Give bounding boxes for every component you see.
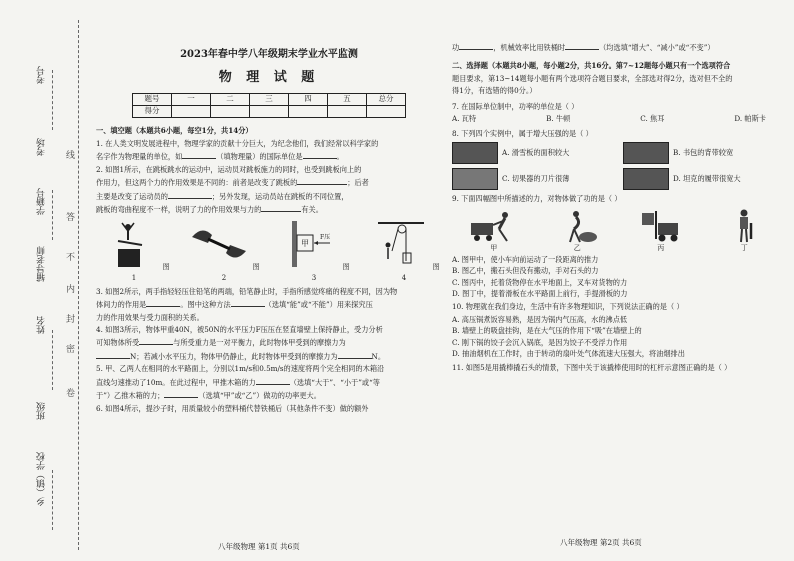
seal-char: 封 xyxy=(66,315,76,325)
figure-2 xyxy=(186,221,262,282)
section2-text: 得1分，有选错的得0分。） xyxy=(452,86,537,96)
q-text: 体间力的作用是 xyxy=(96,300,147,310)
option-d[interactable] xyxy=(623,168,786,190)
answer-blank[interactable] xyxy=(231,299,265,307)
answer-blank[interactable] xyxy=(261,204,301,212)
score-cell: 得分 xyxy=(133,106,172,118)
push-cart-illustration xyxy=(469,209,519,243)
q7-options xyxy=(452,114,786,124)
q-text: 直线匀速推动了10m。在此过程中，甲推木箱的力 xyxy=(96,377,256,387)
figure-row xyxy=(96,221,442,282)
figure-caption: 图 2 xyxy=(221,263,260,282)
option-b[interactable]: B. 墙壁上的吸盘挂钩，是在大气压的作用下“吸”在墙壁上的 xyxy=(452,326,642,336)
page-footer-left: 八年级物理 第1页 共6页 xyxy=(218,542,300,551)
field-line xyxy=(52,330,53,390)
figure-bing xyxy=(632,209,690,253)
exam-title: 2023年春中学八年级期末学业水平监测 xyxy=(180,49,358,60)
answer-blank[interactable] xyxy=(303,151,337,159)
score-input-cell[interactable] xyxy=(172,106,211,118)
figure-caption: 图 4 xyxy=(401,263,440,282)
option-a[interactable]: A. 高压锅煮饭容易熟，是因为锅内气压高，水的沸点低 xyxy=(452,314,628,324)
q-text: （均选填“增大”、“减小”或“不变”） xyxy=(599,43,715,52)
q9-figures xyxy=(452,209,786,253)
answer-blank[interactable] xyxy=(565,42,599,50)
right-column xyxy=(452,36,786,551)
left-column xyxy=(96,36,442,551)
score-cell: 总分 xyxy=(367,94,406,106)
fig3-label: 甲 xyxy=(301,239,310,249)
block-wall-illustration xyxy=(278,221,340,267)
score-input-cell[interactable] xyxy=(289,106,328,118)
figure-1 xyxy=(96,221,172,282)
q-text: 于”）乙推木箱的力； xyxy=(96,391,165,401)
option-c[interactable]: C. 图丙中，托着货物停在水平地面上，叉车对货物的力 xyxy=(452,277,628,287)
option-b[interactable]: B. 牛顿 xyxy=(546,114,571,124)
section2-text: 题目要求，第13~14题每小题有两个选项符合题目要求，全部选对得2分，选对但不全的 xyxy=(452,73,733,83)
figure-caption: 甲 xyxy=(490,243,498,252)
q-text: 4. 如图3所示，物体甲重40N，被50N的水平压力F压压在竖直墙壁上保持静止，受力分析 xyxy=(96,325,383,334)
seal-char: 内 xyxy=(66,285,76,295)
figure-caption: 丙 xyxy=(657,243,665,252)
seal-char: 卷 xyxy=(66,389,76,399)
option-label: D. 坦克的履带很宽大 xyxy=(673,173,741,183)
q-text: ；另外发现，运动员站在跳板的不同位置， xyxy=(211,191,349,201)
q-text: N。 xyxy=(371,351,386,361)
option-a[interactable] xyxy=(452,142,615,164)
seal-char: 密 xyxy=(66,345,76,355)
score-table-header xyxy=(133,94,406,106)
question-6-cont xyxy=(452,42,786,53)
score-input-cell[interactable] xyxy=(211,106,250,118)
seal-char: 答 xyxy=(66,213,76,223)
question-2 xyxy=(96,165,442,216)
q-text: ；后者 xyxy=(347,178,369,188)
fig3-force-label: F压 xyxy=(320,234,331,242)
score-cell: 三 xyxy=(250,94,289,106)
option-label: A. 滑雪板的面积较大 xyxy=(502,147,570,157)
option-a[interactable]: A. 图甲中，使小车向前运动了一段距离的推力 xyxy=(452,254,599,264)
pulley-illustration xyxy=(368,221,430,267)
q-text: N；若减小水平压力，物体甲仍静止，此时物体甲受到的摩擦力为 xyxy=(130,351,338,361)
field-line xyxy=(52,470,53,530)
question-7: 7. 在国际单位制中，功率的单位是（ ） xyxy=(452,101,579,111)
figure-ding xyxy=(715,209,773,253)
answer-blank[interactable] xyxy=(96,351,130,359)
q-text: ，机械效率比用铁桶时 xyxy=(493,43,566,52)
q-text: （填物理量）的国际单位是 xyxy=(216,152,303,162)
field-line xyxy=(52,190,53,240)
field-tutor: 辅导老师 xyxy=(37,246,47,282)
q-text: （选填“大于”、“小于”或“等 xyxy=(289,377,380,387)
answer-blank[interactable] xyxy=(146,299,180,307)
ski-photo xyxy=(452,142,498,164)
field-school: 乡（镇）学校 xyxy=(37,452,47,506)
section1-heading: 一、填空题（本题共6小题，每空1分，共14分） xyxy=(96,126,253,136)
q-text: 功 xyxy=(452,43,460,52)
option-a[interactable]: A. 瓦特 xyxy=(452,114,477,124)
score-cell: 四 xyxy=(289,94,328,106)
field-student-id: 学籍号 xyxy=(37,188,47,215)
page-footer-right: 八年级物理 第2页 共6页 xyxy=(560,538,642,547)
option-c[interactable] xyxy=(452,168,615,190)
figure-4 xyxy=(366,221,442,282)
forklift-illustration xyxy=(636,209,686,243)
pencil-fingers-illustration xyxy=(188,221,250,267)
score-cell: 一 xyxy=(172,94,211,106)
q-text: 力的作用效果与受力面积的关系。 xyxy=(96,312,204,322)
q-text: 。 xyxy=(336,152,344,162)
q-text: 跳板的弯曲程度不一样，说明了力的作用效果与力的 xyxy=(96,204,262,214)
answer-blank[interactable] xyxy=(338,351,372,359)
diver-illustration xyxy=(98,221,160,267)
score-cell: 题号 xyxy=(133,94,172,106)
q-text: 1. 在人类文明发展进程中，物理学家的贡献十分巨大，为纪念他们，我们经常以科学家的 xyxy=(96,138,379,148)
answer-blank[interactable] xyxy=(459,42,493,50)
score-input-cell[interactable] xyxy=(328,106,367,118)
question-1 xyxy=(96,139,442,163)
field-class: 班级 xyxy=(37,402,47,420)
q-text: 作用力，但这两个力的作用效果是不同的：前者是改变了跳板的 xyxy=(96,178,298,188)
figure-caption: 图 1 xyxy=(131,263,170,282)
q-text: （选填“甲”或“乙”）做功的功率更大。 xyxy=(198,391,321,401)
question-11: 11. 如图5是用撬棒撬石头的情景，下图中关于该撬棒使用时的杠杆示意图正确的是（ ） xyxy=(452,362,732,372)
figure-3 xyxy=(276,221,352,282)
question-5 xyxy=(96,364,442,401)
figure-caption: 图 3 xyxy=(311,263,350,282)
option-d[interactable]: D. 帕斯卡 xyxy=(734,114,766,124)
q-text: 3. 如图2所示，两手指轻轻压住铅笔的两端，铅笔静止时，手指所感觉疼痛的程度不同，因为物 xyxy=(96,286,398,296)
score-cell: 二 xyxy=(211,94,250,106)
seal-line xyxy=(78,20,79,550)
score-table-row xyxy=(133,106,406,118)
q-text: 。图中这种方法 xyxy=(180,300,231,310)
q-text: 5. 甲、乙两人在相同的水平路面上，分别以1m/s和0.5m/s的速度将两个完全相同的木箱沿 xyxy=(96,364,385,374)
question-6 xyxy=(96,404,442,414)
subject-title: 物 理 试 题 xyxy=(218,69,320,85)
field-exam-number: 考号 xyxy=(37,66,47,84)
figure-caption: 乙 xyxy=(573,243,581,252)
option-d[interactable]: D. 图丁中，提着滑板在水平路面上前行，手提滑板的力 xyxy=(452,288,628,298)
q-text: （选填“能”或“不能”）用来探究压 xyxy=(264,300,373,310)
option-label: C. 切果器的刀片很薄 xyxy=(502,173,570,183)
score-input-cell[interactable] xyxy=(250,106,289,118)
answer-blank[interactable] xyxy=(139,337,173,345)
tank-photo xyxy=(623,168,669,190)
seal-char: 线 xyxy=(66,151,76,161)
question-9: 9. 下面四幅图中所描述的力，对物体做了功的是（ ） xyxy=(452,194,622,204)
figure-yi xyxy=(548,209,606,253)
question-4 xyxy=(96,325,442,362)
option-b[interactable] xyxy=(623,142,786,164)
score-input-cell[interactable] xyxy=(367,106,406,118)
figure-caption: 丁 xyxy=(740,243,748,252)
question-8: 8. 下列四个实例中，属于增大压强的是（ ） xyxy=(452,128,593,138)
option-c[interactable]: C. 焦耳 xyxy=(640,114,665,124)
answer-blank[interactable] xyxy=(164,390,198,398)
answer-blank[interactable] xyxy=(168,191,212,199)
answer-blank[interactable] xyxy=(256,377,290,385)
answer-blank[interactable] xyxy=(182,151,216,159)
lift-stone-illustration xyxy=(552,209,602,243)
score-table xyxy=(132,93,406,118)
seal-char: 不 xyxy=(66,253,76,263)
skateboard-carry-illustration xyxy=(719,209,769,243)
q-text: 有关。 xyxy=(301,204,323,214)
field-exam-room: 考场 xyxy=(37,138,47,156)
field-name: 姓名 xyxy=(37,316,47,334)
q8-options xyxy=(452,142,786,190)
option-b[interactable]: B. 图乙中，搬石头但没有搬动，手对石头的力 xyxy=(452,266,599,276)
figure-jia xyxy=(465,209,523,253)
score-cell: 五 xyxy=(328,94,367,106)
q-text: 主要是改变了运动员的 xyxy=(96,191,168,201)
answer-blank[interactable] xyxy=(297,177,347,185)
backpack-photo xyxy=(623,142,669,164)
section2-heading: 二、选择题（本题共8小题，每小题2分，共16分。第7~12题每小题只有一个选项符合 xyxy=(452,61,731,71)
option-c[interactable]: C. 刚下锅的饺子会沉入锅底，是因为饺子不受浮力作用 xyxy=(452,337,628,347)
binding-strip xyxy=(0,0,92,561)
q-text: 与所受重力是一对平衡力，此时物体甲受到的摩擦力为 xyxy=(173,338,346,348)
q-text: 2. 如图1所示，在跳板跳水的运动中，运动员对跳板施力的同时，也受到跳板向上的 xyxy=(96,164,362,174)
q-text: 可知物体所受 xyxy=(96,338,140,348)
q-text: 6. 如图4所示，提沙子时，用质量较小的塑料桶代替铁桶后（其他条件不变）做的额外 xyxy=(96,403,369,413)
question-10: 10. 物理就在我们身边，生活中有许多物理知识，下列说法正确的是（ ） xyxy=(452,302,684,312)
fruit-cutter-photo xyxy=(452,168,498,190)
option-d[interactable]: D. 抽油烟机在工作时，由于转动的扇叶处气体流速大压强大，将油烟排出 xyxy=(452,349,685,359)
question-3 xyxy=(96,287,442,323)
field-line xyxy=(52,70,53,130)
q-text: 名字作为物理量的单位，如 xyxy=(96,152,183,162)
option-label: B. 书包的背带较宽 xyxy=(673,147,734,157)
